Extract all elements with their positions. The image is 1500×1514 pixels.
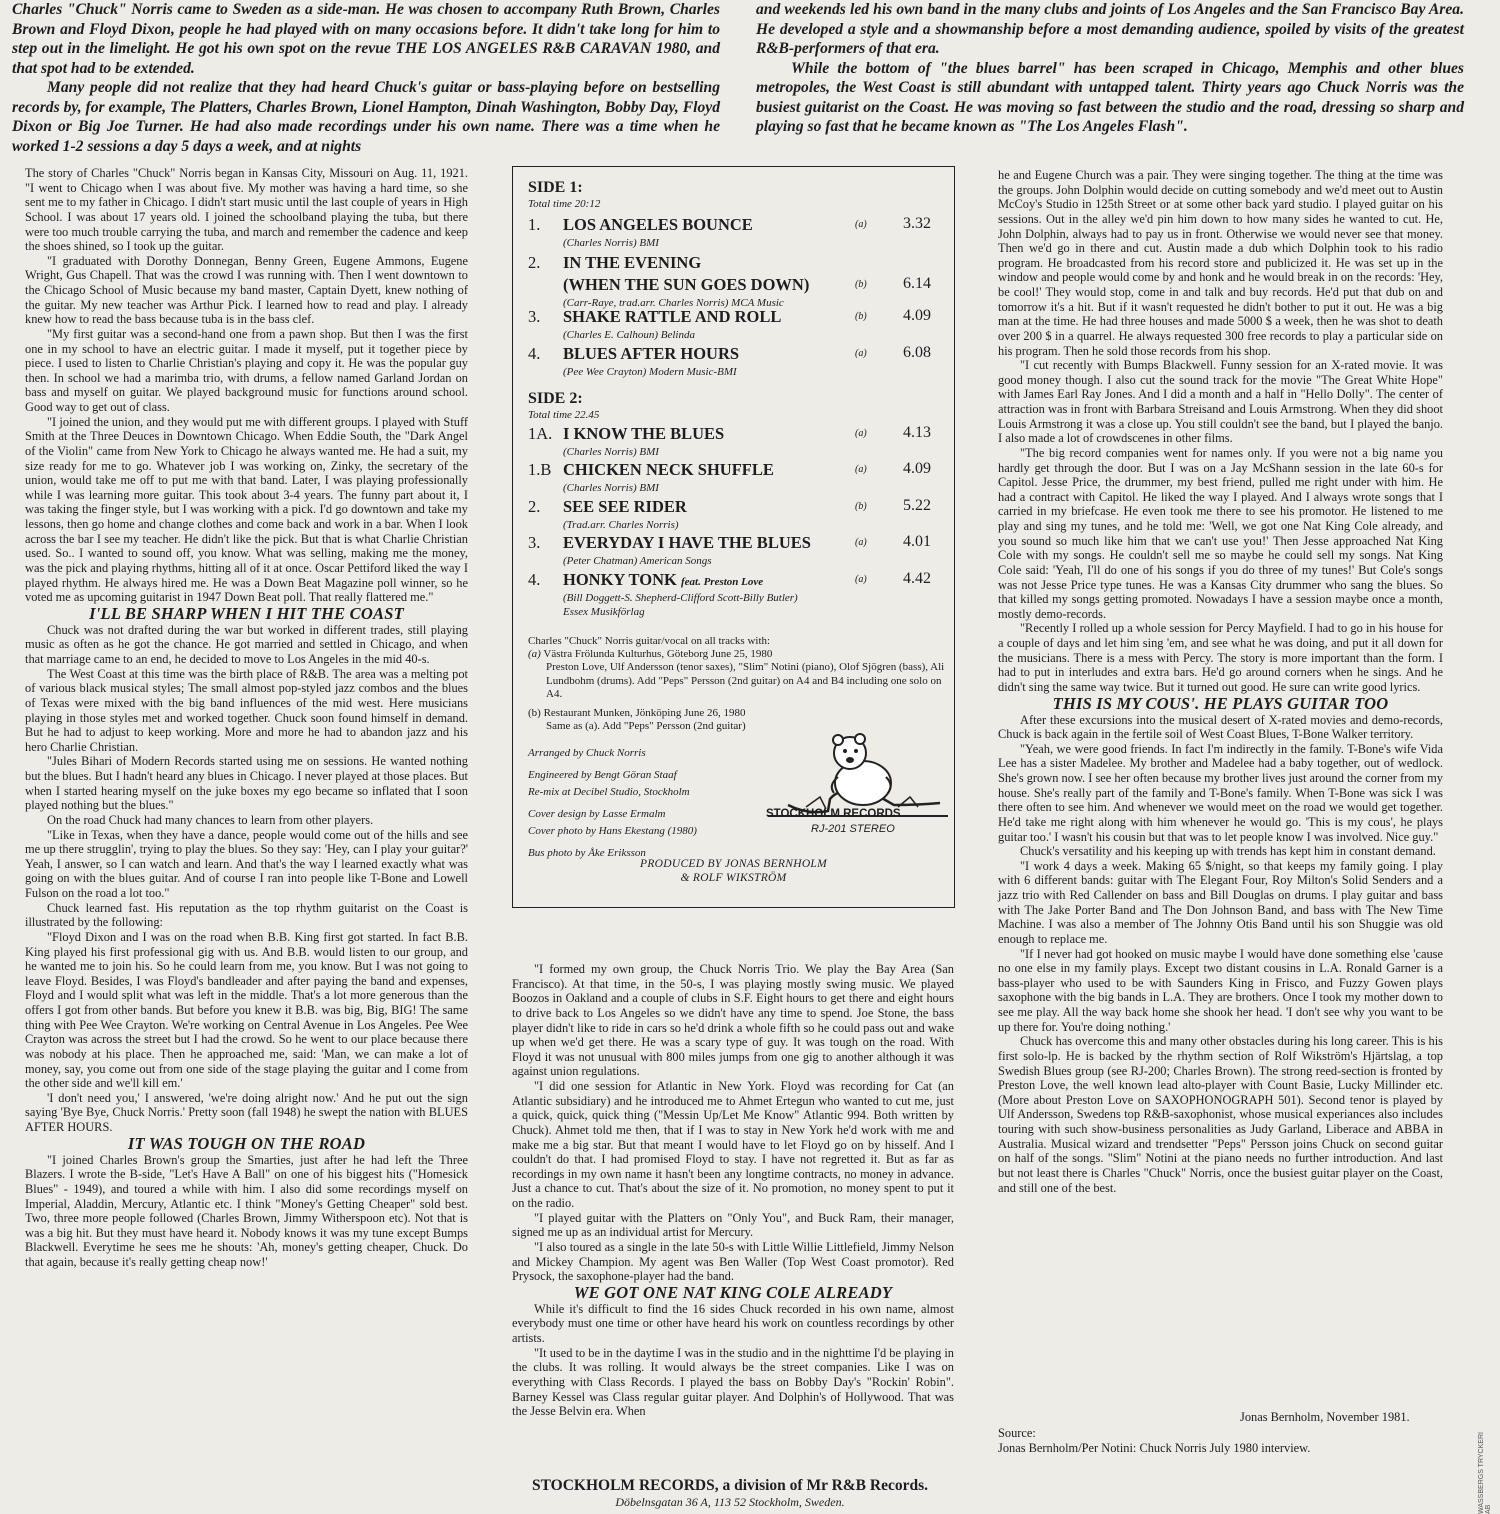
track-session: (a) bbox=[855, 537, 867, 548]
track-title: EVERYDAY I HAVE THE BLUES bbox=[563, 533, 811, 552]
track-time: 4.13 bbox=[903, 424, 931, 441]
article-paragraph: While it's difficult to find the 16 sides Chuck recorded in his own name, almost everybody must one time or other have heard his work on countless recordings by other artists. bbox=[512, 1301, 954, 1345]
article-paragraph: "Yeah, we were good friends. In fact I'm indirectly in the family. T-Bone's wife Vida Lee has a sister Madelee. My brother and Madelee had a baby together, out of wedlock. She's grown now. I see her often because my brother lives just around the corner from my house. She's really part of the family and T-Bone's family. When T-Bone was sick I was there often to see him. And whenever we would meet on the road we would get together. He'd take me right along with him whenever he would go. 'This is my cous', he plays guitar too.' I wasn't his cousin but that was to let people know I was involved. Nice guy." bbox=[998, 741, 1443, 844]
article-paragraph: "I played guitar with the Platters on "Only You", and Buck Ram, their manager, signed me up as an individual artist for Mercury. bbox=[512, 1210, 954, 1240]
article-paragraph: "Recently I rolled up a whole session for Percy Mayfield. I had to go in his house for a couple of days and let him sing 'em, and see what he was doing, and put it all down for the musicians. There is a mess with Percy. The story is more important than the form. I had to put in interludes and extra bars. He'd go around corners when he sings. And he didn't sing the same way twice. But it turned out good. He sure can write good lyrics. bbox=[998, 621, 1443, 694]
track-number: 1A. bbox=[528, 424, 553, 443]
article-paragraph: On the road Chuck had many chances to learn from other players. bbox=[47, 812, 374, 827]
side-2-heading: SIDE 2: bbox=[528, 390, 583, 407]
article-paragraph: "I work 4 days a week. Making 65 $/night, so that keeps my family going. I play with 6 different bands: guitar with The Elegant Four, Roy Milton's Solid Senders and a jazz trio with Red Callender on bass and Bill Douglas on drums. I play guitar and bass with The Jake Porter Band and The Don Johnson Band, and bass with The New Time Machine. I was also a member of The Johnny Otis Band until his son Shuggie was old enough to replace me. bbox=[998, 858, 1443, 946]
track-session: (a) bbox=[855, 428, 867, 439]
article-paragraph: "I graduated with Dorothy Donnegan, Benny Green, Eugene Ammons, Eugene Wright, Gus Chapell. That was the crowd I was running with. Then I went downtown to the Chicago School of Music because my band master, Captain Dyett, knew nothing of the guitar. My new teacher was Arthur Pick. I learned how to read and play. I already knew how to read the bass because tuba is in the bass clef. bbox=[25, 253, 468, 327]
track-credit: (Carr-Raye, trad.arr. Charles Norris) MCA Music bbox=[563, 297, 784, 309]
track-time: 5.22 bbox=[903, 497, 931, 514]
side-2-total-time: Total time 22.45 bbox=[528, 409, 600, 421]
section-heading: WE GOT ONE NAT KING COLE ALREADY bbox=[573, 1282, 893, 1302]
track-title: CHICKEN NECK SHUFFLE bbox=[563, 460, 774, 479]
track-title: I KNOW THE BLUES bbox=[563, 424, 725, 443]
personnel-notes bbox=[528, 635, 948, 733]
article-paragraph: "Floyd Dixon and I was on the road when B.B. King first got started. In fact B.B. King played his first professional gig with us. And B.B. would listen to our group, and he wanted me to join his. So he could learn from me, you know. But I was not going to leave Floyd. Besides, I was Floyd's bandleader and after paying the band and expenses, Floyd and I would split what was left in the middle. That's a lot more generous than the offers I got from other bands. But before you knew it B.B. was big, Big, BIG! The same thing with Pee Wee Crayton. We're working on Central Avenue in Los Angeles. Pee Wee Crayton was across the street but I had the crowd. So he went to our place because there was nobody at his place. Then he approached me, said: 'Man, we can make a lot of money, say, you come out from one side of the stage playing the guitar and I come from the other side and we'll kill em.' bbox=[25, 929, 468, 1091]
track-number: 2. bbox=[528, 497, 541, 516]
credit-line: Bus photo by Åke Eriksson bbox=[528, 847, 646, 860]
personnel-line: Charles "Chuck" Norris guitar/vocal on all tracks with: bbox=[528, 635, 771, 647]
track-time: 4.42 bbox=[903, 570, 931, 587]
track-title: BLUES AFTER HOURS bbox=[563, 344, 740, 363]
session-a-place-text: Västra Frölunda Kulturhus, Göteborg June 25, 1980 bbox=[543, 648, 773, 661]
article-column-left bbox=[25, 166, 468, 1270]
footer-company: STOCKHOLM RECORDS, a division of Mr R&B Records. bbox=[532, 1477, 928, 1494]
track-session: (a) bbox=[855, 219, 867, 230]
track-title: SEE SEE RIDER bbox=[563, 497, 687, 516]
track-title bbox=[563, 570, 763, 592]
track-time: 4.09 bbox=[903, 460, 931, 477]
track-session: (b) bbox=[855, 311, 867, 322]
session-a-people: Preston Love, Ulf Andersson (tenor saxes), "Slim" Notini (piano), Olof Sjögren (bass), Ali Lundbohm (drums). Add "Peps" Persson (2nd guitar) on A4 and B4 including one solo on A4. bbox=[546, 661, 945, 700]
track-title: IN THE EVENING bbox=[563, 253, 702, 272]
credit-line: Re-mix at Decibel Studio, Stockholm bbox=[528, 785, 690, 798]
session-b-place bbox=[528, 707, 948, 720]
track-time: 6.08 bbox=[903, 344, 931, 361]
credit-line: Engineered by Bengt Göran Staaf bbox=[528, 769, 677, 782]
footer bbox=[470, 1477, 990, 1509]
section-heading: THIS IS MY COUS'. HE PLAYS GUITAR TOO bbox=[1052, 693, 1389, 713]
article-paragraph: 'I don't need you,' I answered, 'we're doing alright now.' And he put out the sign saying 'Bye Bye, Chuck Norris.' Pretty soon (fall 1948) he swept the nation with BLUES AFTER HOURS. bbox=[25, 1090, 468, 1134]
credit-line: Arranged by Chuck Norris bbox=[528, 747, 646, 759]
track-credit: (Bill Doggett-S. Shepherd-Clifford Scott-Billy Butler) bbox=[563, 592, 798, 604]
article-paragraph: The story of Charles "Chuck" Norris began in Kansas City, Missouri on Aug. 11, 1921. "I went to Chicago when I was about five. My mother was having a hard time, so she sent me to my father in Chicago. I didn't start music until the last couple of years in High School. I was about 17 years old. I joined the schoolband playing the tuba, but there were too much trouble carrying the tuba, and march and remember the cadence and keep the shoes shined, so I took up the guitar. bbox=[25, 166, 468, 254]
session-b-tag: (b) bbox=[528, 707, 541, 720]
track-session: (a) bbox=[855, 464, 867, 475]
track-number: 3. bbox=[528, 533, 541, 552]
article-paragraph: Chuck's versatility and his keeping up with trends has kept him in constant demand. bbox=[1020, 844, 1436, 859]
article-column-middle bbox=[512, 962, 954, 1419]
intro-right-column bbox=[756, 0, 1464, 137]
track-credit: (Charles Norris) BMI bbox=[563, 446, 659, 458]
session-b-people: Same as (a). Add "Peps" Persson (2nd guitar) bbox=[546, 720, 746, 733]
side-1-total-time: Total time 20:12 bbox=[528, 198, 601, 210]
track-session: (a) bbox=[855, 348, 867, 359]
article-paragraph: "I joined Charles Brown's group the Smarties, just after he had left the Three Blazers. I wrote the B-side, "Let's Have A Ball" on one of his biggest hits ("Homesick Blues" - 1949), and toured a while with him. I also did some recordings myself on Imperial, Aladdin, Mercury, Atlantic etc. I think "Money's Getting Cheaper" sold best. Two, three more people followed (Charles Brown, Jimmy Witherspoon etc). Not that is was a big hit. But they must have heard it. Nobody knows it was my tune except Bumps Blackwell. Everytime he sees me he shouts: 'Ah, money's getting cheaper, Chuck. Do that again, because it's really getting cheap now!' bbox=[25, 1152, 468, 1269]
article-paragraph: "If I never had got hooked on music maybe I would have done something else 'cause no one else in my family plays. Except two distant cousins in L.A. Ronald Garner is a bass-player who used to be with Saunders King in Frisco, and Fuzzy Gowen plays saxophone with the big bands in L.A. They are brothers. Once I took my mother down to see me play. All the way back home she shook her head. 'I don't see why you want to be up there for. You're doing nothing.' bbox=[998, 946, 1443, 1034]
credit-line: Cover design by Lasse Ermalm bbox=[528, 808, 666, 821]
track-time: 4.01 bbox=[903, 533, 931, 550]
intro-paragraph: Many people did not realize that they had heard Chuck's guitar or bass-playing before on bestselling records by, for example, The Platters, Charles Brown, Lionel Hampton, Dinah Washington, Bobby Day, Floyd Dixon or Big Joe Turner. He had also made recordings under his own name. There was a time when he worked 1-2 sessions a day 5 days a week, and at nights bbox=[12, 79, 720, 155]
catalog-number: RJ-201 STEREO bbox=[811, 823, 895, 835]
source-label: Source: bbox=[998, 1426, 1036, 1440]
track-number: 4. bbox=[528, 570, 541, 589]
track-number: 2. bbox=[528, 253, 541, 272]
article-paragraph: "Like in Texas, when they have a dance, people would come out of the hills and see me up there strugglin', trying to play the blues. So they say: 'Hey, can I play your guitar?' Yeah, I answer, so I can watch and learn. And that's the way I learned exactly what was going on with the blues guitar. And of course I ran into people like T-Bone and Lowell Fulson on the road a lot too." bbox=[25, 827, 468, 900]
side-1-heading: SIDE 1: bbox=[528, 179, 583, 196]
article-paragraph: After these excursions into the musical desert of X-rated movies and demo-records, Chuck is back again in the fertile soil of West Coast Blues, T-Bone Walker territory. bbox=[998, 712, 1443, 742]
footer-address: Döbelnsgatan 36 A, 113 52 Stockholm, Sweden. bbox=[615, 1495, 845, 1509]
track-credit: (Charles Norris) BMI bbox=[563, 482, 659, 494]
track-publisher: Essex Musikförlag bbox=[563, 606, 645, 618]
track-number: 4. bbox=[528, 344, 541, 363]
track-credit: (Trad.arr. Charles Norris) bbox=[563, 519, 679, 531]
tracklist-box bbox=[512, 166, 955, 908]
produced-line: & ROLF WIKSTRÖM bbox=[680, 872, 787, 884]
article-paragraph: "I also toured as a single in the late 50-s with Little Willie Littlefield, Jimmy Nelson and Mickey Champion. My agent was Ben Waller (Top West Coast promotor). Red Prysock, the saxophone-player had the band. bbox=[512, 1239, 954, 1284]
article-paragraph: "I did one session for Atlantic in New York. Floyd was recording for Cat (an Atlantic subsidiary) and he introduced me to Ahmet Ertegun who wanted to cut me, just a quick, quick, quick thing ("Messin Up/Let Me Know" Atlantic 994. Both written by Chuck). Ahmet told me then, that if I was to stay in New York he'd work with me and make me a big star. But that meant I would have to let Floyd go on by hisself. And I couldn't do that. I had promised Floyd to stay. I have not regretted it. But as far as recordings in my own name it hasn't been any longtime contracts, no money in advance. Just a chance to cut. That's about the size of it. No promotion, no money spent to put it on the radio. bbox=[512, 1079, 954, 1210]
section-heading: IT WAS TOUGH ON THE ROAD bbox=[127, 1133, 366, 1153]
track-number: 3. bbox=[528, 307, 541, 326]
track-credit: (Pee Wee Crayton) Modern Music-BMI bbox=[563, 366, 737, 378]
author-signature: Jonas Bernholm, November 1981. bbox=[1240, 1410, 1410, 1424]
track-time: 3.32 bbox=[903, 215, 931, 232]
track-title-line2: (WHEN THE SUN GOES DOWN) bbox=[563, 275, 810, 294]
source-note bbox=[998, 1426, 1310, 1455]
track-number: 1.B bbox=[528, 460, 552, 479]
track-credit: (Charles Norris) BMI bbox=[563, 237, 659, 249]
article-paragraph: "My first guitar was a second-hand one from a pawn shop. But then I was the first one in my school to have an electric guitar. I made it myself, put it together piece by piece. I used to listen to Charlie Christian's playing and copy it. He was the popular guy then. In school we had a marimba trio, with drums, a fellow named Garland Jordan on bass and myself on guitar. We played background music for functions around school. Good way to get out of class. bbox=[25, 326, 468, 414]
track-featuring: feat. Preston Love bbox=[680, 576, 764, 588]
article-paragraph: "I cut recently with Bumps Blackwell. Funny session for an X-rated movie. It was good money though. I also cut the sound track for the movie "The Great White Hope" with James Earl Ray Jones. And I did a month and a half in "Hello Dolly". The center of attraction was in front with Barbara Streisand and Louis Armstrong. When they did shoot Louis Armstrong it was a close up. You still couldn't see the band, but I played the banjo. I also made a lot of crowdscenes in other films. bbox=[998, 358, 1443, 446]
article-paragraph: "Jules Bihari of Modern Records started using me on sessions. He wanted nothing but the blues. But I hadn't heard any blues in Chicago. I never played at those places. But when I started hearing myself on the juke boxes my ego became so inflated that I soon played nothing but the blues." bbox=[25, 754, 468, 813]
intro-paragraph: Charles "Chuck" Norris came to Sweden as a side-man. He was chosen to accompany Ruth Brown, Charles Brown and Floyd Dixon, people he had played with on many occasions before. It didn't take long for him to step out in the limelight. He got his own spot on the revue THE LOS ANGELES R&B CARAVAN 1980, and that spot had to be extended. bbox=[12, 1, 720, 77]
source-text: Jonas Bernholm/Per Notini: Chuck Norris July 1980 interview. bbox=[998, 1440, 1311, 1455]
article-paragraph: The West Coast at this time was the birth place of R&B. The area was a melting pot of various black musical styles; The small almost pop-styled jazz combos and the blues of Texas were mixed with the big band influences of the mid west. Here musicians playing in those styles met and worked together. Chuck soon found himself in demand. But he had to adjust to keep working. More and more he had to abandon jazz and his hero Charlie Christian. bbox=[25, 666, 468, 754]
track-title: LOS ANGELES BOUNCE bbox=[563, 215, 753, 234]
track-session: (a) bbox=[855, 574, 867, 585]
intro-left-column bbox=[12, 0, 720, 156]
track-time: 4.09 bbox=[903, 307, 931, 324]
track-session: (b) bbox=[855, 501, 867, 512]
article-paragraph: "The big record companies went for names only. If you were not a big name you hardly get through the door. But I was on a Jay McShann session in the late 60-s for Capitol. Jesse Price, the drummer, my best friend, pulled me right under with him. He had a contract with Capitol. He liked the way I played. And I always wrote songs that I carried in my briefcase. He even took me there to see his promotor. He listened to me play and sing my tunes, and he told me: 'Well, we got one Nat King Cole already, and you sound so much like him that we can't use you!' Then Jesse approached Nat King Cole with my songs. He couldn't sell me so maybe he could sell my songs. Nat King Cole said: 'Yeah, I'll do one of his songs if you do three of my tunes!' But Cole's songs was not Jesse Price type tunes. He was a Kansas City drummer who sang the blues. So that killed my songs getting promoted. Nowadays I have a session maybe once a month, mostly demo-records. bbox=[998, 445, 1443, 621]
track-session: (b) bbox=[855, 279, 867, 290]
credit-line: Cover photo by Hans Ekestang (1980) bbox=[528, 824, 697, 837]
article-paragraph: Chuck was not drafted during the war but worked in different trades, still playing music as often as he got the chance. He got married and settled in Chicago, and when that marriage came to an end, he decided to move to Los Angeles in the mid 40-s. bbox=[25, 622, 468, 666]
session-b-place-text: Restaurant Munken, Jönköping June 26, 1980 bbox=[543, 707, 746, 720]
printer-credit: WASSBERGS TRYCKERI AB bbox=[1478, 1432, 1492, 1514]
label-name: STOCKHOLM RECORDS bbox=[766, 808, 901, 820]
track-number: 1. bbox=[528, 215, 541, 234]
track-credit: (Peter Chatman) American Songs bbox=[563, 555, 712, 567]
produced-line: PRODUCED BY JONAS BERNHOLM bbox=[640, 858, 827, 870]
session-a-tag: (a) bbox=[528, 648, 541, 661]
article-paragraph: Chuck has overcome this and many other obstacles during his long career. This is his first solo-lp. He is backed by the rhythm section of Rolf Wikström's Hjärtslag, a top Swedish Blues group (see RJ-200; Charles Brown). The strong reed-section is fronted by Preston Love, the well known lead alto-player with Count Basie, Lucky Millinder etc. (More about Preston Love on SAXOPHONOGRAPH 501). Second tenor is played by Ulf Andersson, Swedens top R&B-saxophonist, whose musical experiances also includes touring with such show-business personalities as Judy Garland, Liberace and ABBA in Australia. Musical wizard and trendsetter "Peps" Persson joins Chuck on second guitar on half of the songs. "Slim" Notini at the piano needs no further introduction. And last but not least there is Charles "Chuck" Norris, once the busiest guitar player on the Coast, and still one of the best. bbox=[998, 1034, 1443, 1195]
production-credits bbox=[528, 745, 758, 861]
intro-paragraph: and weekends led his own band in the many clubs and joints of Los Angeles and the San Francisco Bay Area. He developed a style and a showmanship before a most demanding audience, spoiled by visits of the greatest R&B-performers of that era. bbox=[756, 1, 1464, 57]
intro-paragraph: While the bottom of "the blues barrel" has been scraped in Chicago, Memphis and other blues metropoles, the West Coast is still abundant with untapped talent. Thirty years ago Chuck Norris was the busiest guitarist on the Coast. He was moving so fast between the studio and the road, dressing so sharp and playing so fast that he became known as "The Los Angeles Flash". bbox=[756, 59, 1464, 135]
track-time: 6.14 bbox=[903, 275, 931, 292]
article-paragraph: "I joined the union, and they would put me with different groups. I played with Stuff Smith at the Three Deuces in Downtown Chicago. When Eddie South, the "Dark Angel of the Violin" came from New York to Chicago he always wanted me. He had a suit, my size ready for me to go. Whatever job I was working on, Zinky, the secretary of the union, would take me off to put me with that band. Later, I was playing professionally while I was learning more guitar. This took about 3-4 years. The funny part about it, I was taking the finger style, but I was working with a pick. I'd go downtown and take my lessons, then go home and change clothes and come back and work in a bar. When I look across the bar I see my teacher. He didn't like the pick. But that is what Charlie Christian used. So.. I wanted to sound off, you know. What was selling, making me the money, was the pick and playing rhythms, hitting all of it at once. Oscar Pettiford liked the way I played rhythm. He always hired me. He was a Down Beat Magazine poll winner, so he voted me as upcoming guitarist in 1947 Down Beat poll. That really flattered me." bbox=[25, 414, 468, 605]
article-column-right bbox=[998, 168, 1443, 1195]
article-paragraph: "I formed my own group, the Chuck Norris Trio. We play the Bay Area (San Francisco). At that time, in the 50-s, I was playing mostly swing music. We played Boozos in Oakland and a couple of clubs in S.F. Eight hours to get there and eight hours to drive back to Los Angeles so we didn't have any time to spend. Joe Stone, the bass player didn't like to ride in cars so he'd drink a whole fifth so he could pass out and wake up when we'd get there. He was a scary type of guy. It was tough on the road. With Floyd it was not unusual with 800 miles jumps from one gig to another although it was against union regulations. bbox=[512, 962, 954, 1079]
track-title: SHAKE RATTLE AND ROLL bbox=[563, 307, 782, 326]
article-paragraph: "It used to be in the daytime I was in the studio and in the nighttime I'd be playing in the clubs. It was rolling. It would always be the street companies. Like I was on everything with Class Records. I played the bass on Bobby Day's "Rockin' Robin". Barney Kessel was Class regular guitar player. And Dolphin's of Hollywood. That was the Jesse Belvin era. When bbox=[512, 1345, 954, 1419]
track-credit: (Charles E. Calhoun) Belinda bbox=[563, 329, 695, 341]
session-a-place bbox=[528, 648, 948, 661]
produced-by bbox=[513, 857, 954, 885]
section-heading: I'LL BE SHARP WHEN I HIT THE COAST bbox=[89, 603, 404, 623]
article-paragraph: Chuck learned fast. His reputation as the top rhythm guitarist on the Coast is illustrated by the following: bbox=[25, 900, 468, 930]
article-paragraph: he and Eugene Church was a pair. They were singing together. The thing at the time was the groups. John Dolphin would decide on cutting somebody and we'd meet out to Austin McCoy's Studio in 125th Street or at some other back yard studio. I played guitar on his sessions. Out in the alley we'd pin him down to how many sides he wanted to cut. He, John Dolphin, always had to pay us in front. Otherwise we would never see that money. Then we'd go in there and cut. Austin made a dub which Dolphin took to his radio program. He broadcasted from his record store and publicized it. He was set up in the window and people would come by and honk and he would break in on the records: 'Hey, be cool!' They would stop, come in and talk and buy records. He'd put that dub on and tomorrow it's a hit. But if it wasn't requested he didn't bother to put it out. He was a big man at the time. He had three houses and made 5000 $ a week, then he was shot to death over 200 $ in a quarrel. He always requested 300 free records to play a particular side on his program. Then he sold those records from his shop. bbox=[998, 168, 1443, 358]
track-title-text: HONKY TONK bbox=[563, 570, 677, 589]
